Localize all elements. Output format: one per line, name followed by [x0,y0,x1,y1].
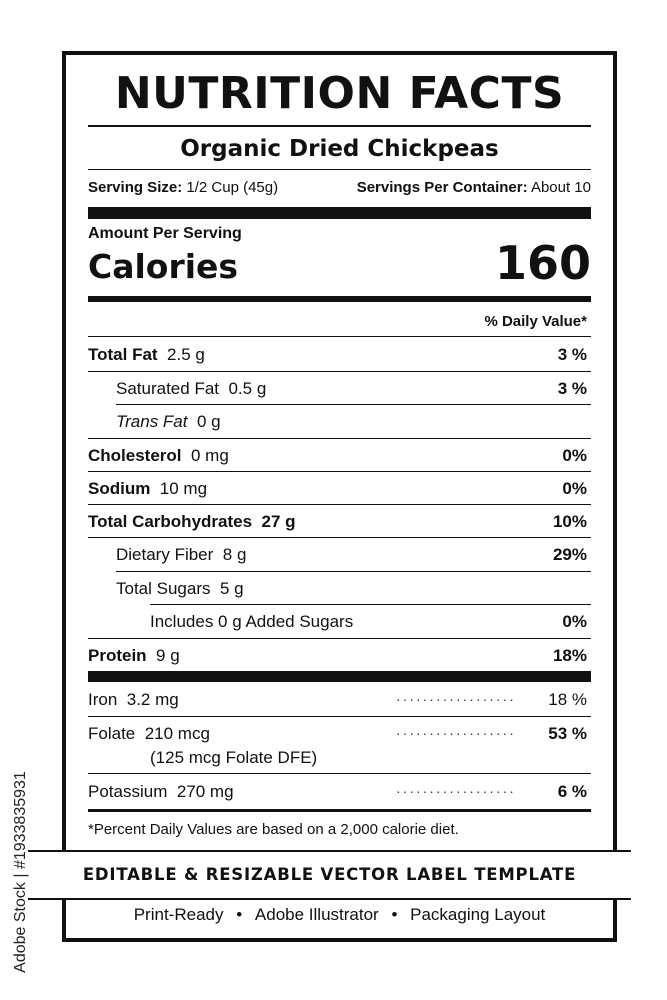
nutrient-row-total-carbohydrates [88,505,591,538]
servings-per-container [357,176,591,200]
mineral-amount: 3.2 mg [126,690,179,709]
nutrient-row-added-sugars [88,605,591,638]
nutrient-row-total-sugars [88,572,591,605]
nutrient-dv [587,572,591,605]
nutrient-row-sodium [88,472,591,505]
nutrient-amount: 5 g [219,579,244,598]
mineral-amount: 210 mcg [144,724,210,743]
serving-info [88,176,591,200]
nutrient-name: Protein [88,646,147,665]
nutrient-dv: 10% [552,512,587,531]
mineral-name: Iron [88,690,118,709]
folate-dfe-row [88,743,591,773]
mineral-dv: 53 % [548,724,587,743]
nutrient-row-total-fat [88,338,591,371]
rule-under-product [88,169,591,170]
mineral-dv: 18 % [548,690,587,709]
mineral-amount: 270 mg [176,782,234,801]
nutrient-name: Cholesterol [88,446,182,465]
nutrient-row-dietary-fiber [88,538,591,571]
dot-leader: ·················· [396,783,516,799]
nutrient-dv: 29% [552,545,587,564]
template-band: EDITABLE & RESIZABLE VECTOR LABEL TEMPLATE [28,850,631,900]
tagline [62,899,617,931]
nutrient-name: Total Carbohydrates [88,512,253,531]
nutrient-name: Total Sugars [116,579,211,598]
servings-per-container-label: Servings Per Container: [356,179,528,196]
nutrient-row-saturated-fat [88,372,591,405]
nutrient-name: Includes 0 g Added Sugars [150,612,354,631]
tagline-item-packaging: Packaging Layout [410,905,546,924]
daily-value-header: % Daily Value* [484,313,587,330]
nutrient-amount: 9 g [156,646,180,665]
nutrient-name: Saturated Fat [116,379,220,398]
nutrient-dv: 18% [552,646,587,665]
servings-per-container-value: About 10 [530,179,591,196]
mineral-name: Potassium [88,782,168,801]
rule-under-calories [88,296,591,302]
nutrient-amount: 0.5 g [228,379,267,398]
footnote: *Percent Daily Values are based on a 2,000 calorie diet. [88,821,459,838]
thick-rule-minerals [88,671,591,682]
nutrient-name: Total Fat [88,345,158,364]
stock-credit: Adobe Stock | #1933835931 [12,771,29,973]
rule-above-footnote [88,809,591,812]
nutrient-dv: 3 % [557,379,587,398]
tagline-item-print-ready: Print-Ready [133,905,224,924]
rule-under-title [88,125,591,127]
nutrient-row-protein [88,639,591,672]
amount-per-serving: Amount Per Serving [88,225,242,242]
tagline-item-illustrator: Adobe Illustrator [254,905,379,924]
nutrient-dv: 3 % [557,345,587,364]
nutrient-amount: 0 g [196,412,221,431]
bullet-separator: • [391,905,398,924]
thick-rule-top [88,207,591,219]
nutrition-label [62,51,617,942]
stock-watermark [8,752,34,992]
serving-size-value: 1/2 Cup (45g) [186,179,279,196]
nutrient-amount: 27 g [261,512,296,531]
mineral-name: Folate [88,724,136,743]
row-divider [88,773,591,774]
product-name: Organic Dried Chickpeas [180,136,499,162]
nutrient-name: Sodium [88,479,151,498]
nutrient-dv: 0% [562,612,587,631]
serving-size-label: Serving Size: [88,179,183,196]
folate-dfe: (125 mcg Folate DFE) [150,748,318,767]
nutrient-dv [587,405,591,438]
nutrient-name: Trans Fat [116,412,188,431]
calories-label: Calories [88,247,239,286]
nutrient-dv: 0% [562,479,587,498]
nutrient-amount: 10 mg [159,479,208,498]
calories-value: 160 [494,236,591,290]
nutrient-name: Dietary Fiber [116,545,214,564]
dot-leader: ·················· [396,691,516,707]
nutrient-dv: 0% [562,446,587,465]
nutrient-amount: 2.5 g [167,345,205,364]
mineral-dv: 6 % [557,782,587,801]
bullet-separator: • [236,905,243,924]
nutrient-row-cholesterol [88,439,591,472]
dot-leader: ·················· [396,725,516,741]
nutrient-row-trans-fat [88,405,591,438]
label-title: NUTRITION FACTS [114,68,565,119]
nutrient-amount: 8 g [222,545,247,564]
serving-size [88,176,278,200]
rule-under-dv-header [88,336,591,337]
nutrient-amount: 0 mg [190,446,229,465]
